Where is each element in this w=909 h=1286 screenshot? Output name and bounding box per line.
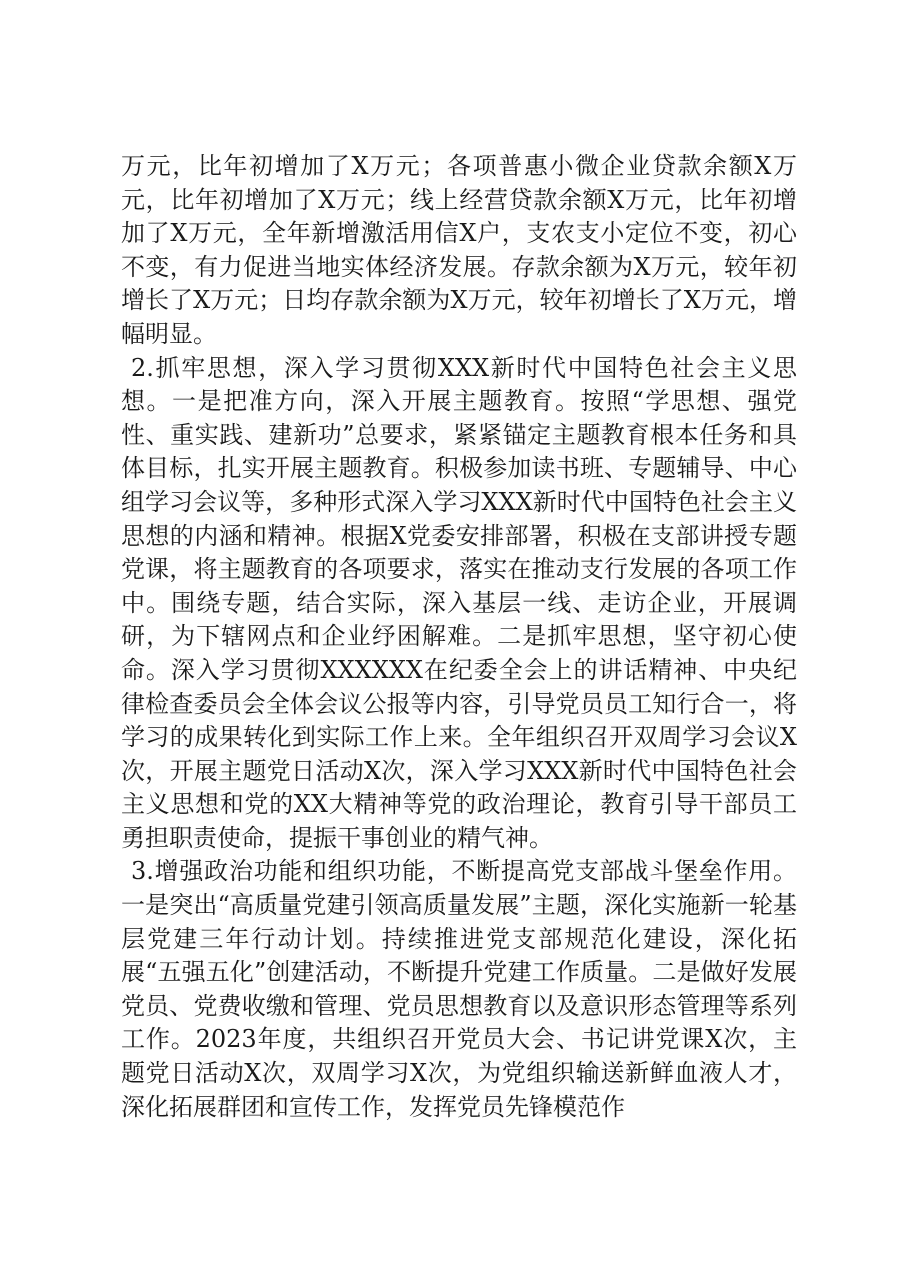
paragraph-deposit-loan-summary: 万元，比年初增加了X万元；各项普惠小微企业贷款余额X万元，比年初增加了X万元；线上经营贷款余额X万元，比年初增加了X万元，全年新增激活用信X户，支农支小定位不变，初心不变，有力促进当地实体经济发展。存款余额为X万元，较年初增长了X万元；日均存款余额为X万元，较年初增长了X万元，增幅明显。 bbox=[121, 152, 797, 348]
document-body bbox=[121, 150, 797, 1124]
paragraph-party-branch-function: 3.增强政治功能和组织功能，不断提高党支部战斗堡垒作用。一是突出“高质量党建引领高质量发展”主题，深化实施新一轮基层党建三年行动计划。持续推进党支部规范化建设，深化拓展“五强五化”创建活动，不断提升党建工作质量。二是做好发展党员、党费收缴和管理、党员思想教育以及意识形态管理等系列工作。2023年度，共组织召开党员大会、书记讲党课X次，主题党日活动X次，双周学习X次，为党组织输送新鲜血液人才，深化拓展群团和宣传工作，发挥党员先锋模范作 bbox=[121, 857, 797, 1121]
paragraph-ideological-study: 2.抓牢思想，深入学习贯彻XXX新时代中国特色社会主义思想。一是把准方向，深入开展主题教育。按照“学思想、强党性、重实践、建新功”总要求，紧紧锚定主题教育根本任务和具体目标，扎实开展主题教育。积极参加读书班、专题辅导、中心组学习会议等，多种形式深入学习XXX新时代中国特色社会主义思想的内涵和精神。根据X党委安排部署，积极在支部讲授专题党课，将主题教育的各项要求，落实在推动支行发展的各项工作中。围绕专题，结合实际，深入基层一线、走访企业，开展调研，为下辖网点和企业纾困解难。二是抓牢思想，坚守初心使命。深入学习贯彻XXXXXX在纪委全会上的讲话精神、中央纪律检查委员会全体会议公报等内容，引导党员员工知行合一，将学习的成果转化到实际工作上来。全年组织召开双周学习会议X次，开展主题党日活动X次，深入学习XXX新时代中国特色社会主义思想和党的XX大精神等党的政治理论，教育引导干部员工勇担职责使命，提振干事创业的精气神。 bbox=[121, 353, 797, 852]
